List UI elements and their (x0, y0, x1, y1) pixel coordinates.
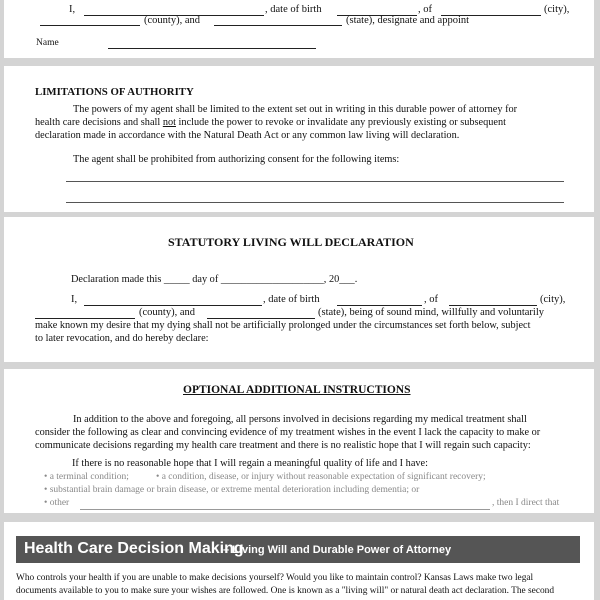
lw-line-3: make known my desire that my dying shall not be artificially prolonged under the circumstances set forth below, subject (35, 320, 531, 331)
limitations-line-3: declaration made in accordance with the Natural Death Act or any common law living will declaration. (35, 130, 460, 141)
lw-city-label: (city), (540, 294, 566, 305)
of-label: , of (418, 4, 432, 15)
bullet-terminal-condition[interactable]: • a terminal condition; (44, 472, 129, 482)
lw-county-field[interactable] (35, 318, 135, 319)
agent-designation-section (4, 0, 594, 58)
other-field[interactable] (80, 509, 490, 510)
lw-county-label: (county), and (139, 307, 195, 318)
fade (4, 50, 594, 58)
prohibited-item-line-2[interactable] (66, 202, 564, 203)
limitations-line-2 (35, 116, 564, 129)
living-will-heading: STATUTORY LIVING WILL DECLARATION (168, 235, 414, 249)
optional-heading: OPTIONAL ADDITIONAL INSTRUCTIONS (183, 384, 411, 396)
lw-state-field[interactable] (207, 318, 315, 319)
prohibited-item-line-1[interactable] (66, 181, 564, 182)
limitations-line-1: The powers of my agent shall be limited to the extent set out in writing in this durable power of attorney for (73, 104, 518, 115)
bullet4-text: other (49, 498, 70, 508)
state-field[interactable] (214, 25, 342, 26)
info-line-1: Who controls your health if you are unable to make decisions yourself? Would you like to maintain control? Kansas Laws make two legal (16, 573, 534, 583)
bullet1-text: a terminal condition; (49, 472, 129, 482)
city-label: (city), (544, 4, 570, 15)
if-line: If there is no reasonable hope that I will regain a meaningful quality of life and I have: (72, 458, 428, 469)
then-text: , then I direct that (492, 498, 560, 508)
lw-line-4: to later revocation, and do hereby declare: (35, 333, 209, 344)
agent-name-field[interactable] (108, 48, 316, 49)
limitations-paragraph (35, 103, 564, 142)
dob-label: , date of birth (265, 4, 322, 15)
county-field[interactable] (40, 25, 140, 26)
optional-line-1: In addition to the above and foregoing, all persons involved in decisions regarding my medical treatment shall (73, 414, 527, 425)
limitations-section (4, 66, 594, 212)
banner-subtitle: – Living Will and Durable Power of Attorney (223, 544, 452, 556)
bullet-other[interactable]: • other (44, 498, 70, 508)
info-line-2: documents available to you to make sure your wishes are followed. One is known as a "living will" or natural death act declaration. The second (16, 586, 555, 596)
lw-of-label: , of (424, 294, 438, 305)
i-label: I, (69, 4, 76, 15)
lw-dob-label: , date of birth (263, 294, 320, 305)
lw-dob-field[interactable] (337, 305, 422, 306)
lw-i-label: I, (71, 294, 78, 305)
optional-paragraph (35, 413, 564, 452)
fade (4, 350, 594, 362)
optional-line-3: communicate decisions regarding my health care treatment and there is no realistic hope that I will regain such capacity: (35, 440, 531, 451)
lw-state-line: (state), being of sound mind, willfully and voluntarily (318, 307, 545, 318)
county-label: (county), and (144, 15, 200, 26)
not-emphasis: not (162, 117, 176, 128)
lw-name-field[interactable] (84, 305, 262, 306)
name-label: Name (36, 38, 59, 48)
info-banner (16, 536, 580, 563)
bullet3-text: substantial brain damage or brain disease, or extreme mental deterioration including dementia; or (49, 485, 420, 495)
line2-a: health care decisions and shall (35, 117, 163, 128)
line2-b: include the power to revoke or invalidate any previously existing or subsequent (175, 117, 506, 128)
optional-line-2: consider the following as clear and convincing evidence of my treatment wishes in the event I lack the capacity to make or (35, 427, 541, 438)
info-section (4, 522, 594, 600)
state-label: (state), designate and appoint (346, 15, 470, 26)
lw-city-field[interactable] (449, 305, 537, 306)
banner-title: Health Care Decision Making (24, 540, 244, 557)
limitations-heading: LIMITATIONS OF AUTHORITY (35, 86, 194, 98)
prohibited-items-label: The agent shall be prohibited from authorizing consent for the following items: (73, 154, 400, 165)
declaration-date-line[interactable]: Declaration made this _____ day of ____________________, 20___. (71, 274, 358, 285)
bullet2-text: a condition, disease, or injury without reasonable expectation of significant recovery; (161, 472, 486, 482)
bullet-no-recovery[interactable]: • a condition, disease, or injury without reasonable expectation of significant recovery; (156, 472, 486, 482)
optional-instructions-section (4, 369, 594, 513)
living-will-section (4, 217, 594, 362)
bullet-brain-damage[interactable]: • substantial brain damage or brain disease, or extreme mental deterioration including dementia; or (44, 485, 420, 495)
